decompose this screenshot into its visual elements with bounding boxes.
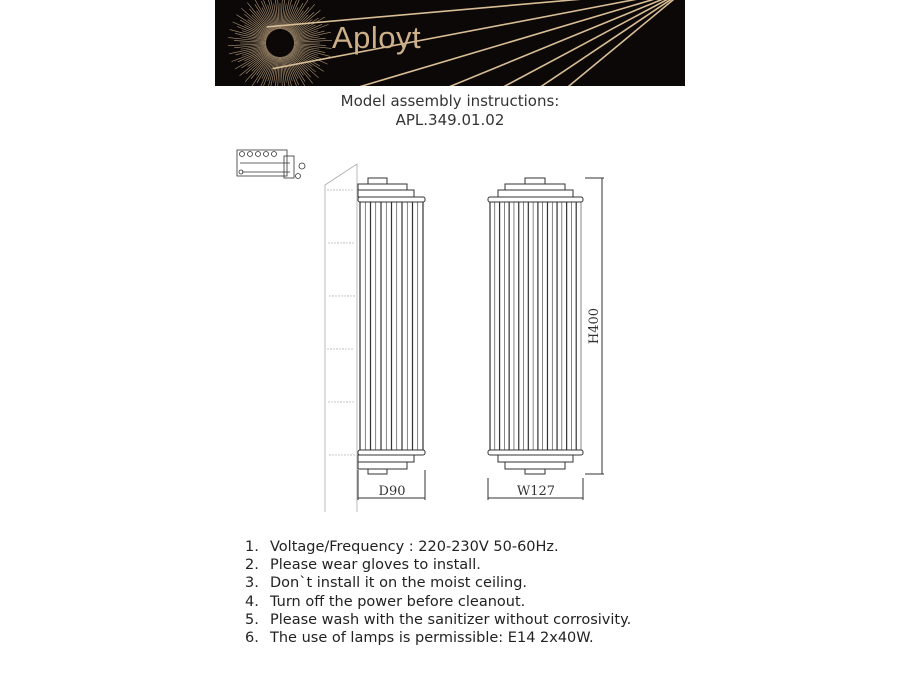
item-number: 6. bbox=[245, 630, 259, 647]
lamp-rim bbox=[488, 450, 583, 455]
item-text: Please wash with the sanitizer without corrosivity. bbox=[270, 611, 632, 628]
height-dimension bbox=[585, 178, 604, 474]
item-text: Turn off the power before cleanout. bbox=[270, 593, 526, 610]
list-item bbox=[245, 629, 631, 647]
lamp-tier bbox=[358, 184, 407, 190]
item-text: The use of lamps is permissible: E14 2x40W. bbox=[270, 630, 594, 647]
item-text: Voltage/Frequency : 220-230V 50-60Hz. bbox=[270, 539, 559, 555]
list-item bbox=[245, 538, 631, 556]
item-number: 3. bbox=[245, 575, 259, 592]
width-label: W127 bbox=[516, 484, 556, 499]
list-item bbox=[245, 593, 631, 611]
lamp-cap bbox=[368, 469, 387, 474]
model-number: APL.349.01.02 bbox=[395, 111, 505, 129]
brand-name: Aployt bbox=[332, 20, 422, 55]
doc-title: Model assembly instructions: bbox=[340, 92, 560, 110]
wiring-diagram-icon bbox=[237, 150, 305, 179]
lamp-tier bbox=[358, 190, 414, 197]
item-text: Please wear gloves to install. bbox=[270, 557, 481, 574]
item-number: 5. bbox=[245, 611, 259, 628]
lamp-tier bbox=[498, 190, 573, 197]
item-text: Don`t install it on the moist ceiling. bbox=[270, 575, 528, 592]
depth-label: D90 bbox=[378, 484, 406, 499]
item-number: 1. bbox=[245, 539, 259, 555]
list-item bbox=[245, 574, 631, 592]
instructions-list bbox=[245, 538, 631, 647]
width-dimension bbox=[488, 478, 583, 500]
height-label: H400 bbox=[587, 307, 602, 345]
list-item bbox=[245, 556, 631, 574]
lamp-rim bbox=[488, 197, 583, 202]
lamp-side-view bbox=[358, 178, 425, 474]
lamp-rim bbox=[358, 197, 425, 202]
lamp-rim bbox=[358, 450, 425, 455]
lamp-tier bbox=[505, 184, 565, 190]
lamp-cap bbox=[525, 469, 545, 474]
lamp-tier bbox=[498, 455, 573, 462]
item-number: 2. bbox=[245, 557, 259, 574]
lamp-front-view bbox=[488, 178, 583, 474]
lamp-cap bbox=[525, 178, 545, 184]
lamp-tier bbox=[505, 462, 565, 469]
lamp-tier bbox=[358, 462, 407, 469]
item-number: 4. bbox=[245, 593, 259, 610]
lamp-cap bbox=[368, 178, 387, 184]
lamp-tier bbox=[358, 455, 414, 462]
list-item bbox=[245, 611, 631, 629]
wall-section bbox=[325, 164, 357, 512]
